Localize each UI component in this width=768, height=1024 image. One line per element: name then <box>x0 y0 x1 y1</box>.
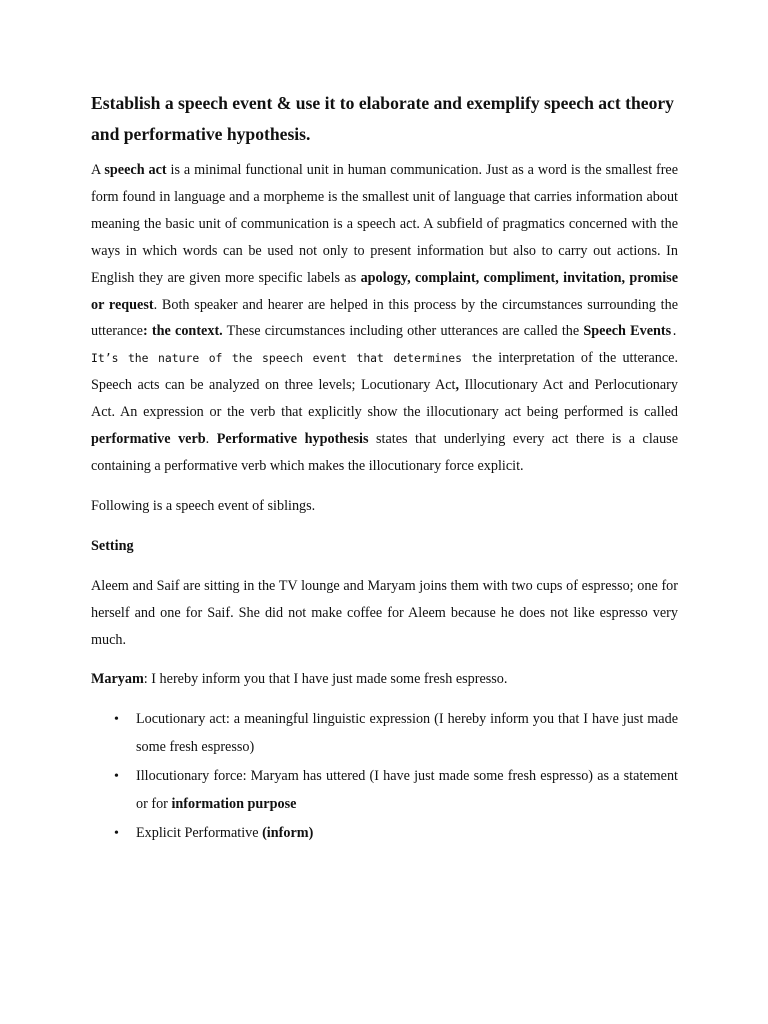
intro-paragraph <box>91 157 678 480</box>
maryam-speaker: Maryam <box>91 671 144 688</box>
intro-bold-labels: apology, complaint, compliment, invitation, promise or request <box>91 269 678 313</box>
bullet-text: Explicit Performative <box>136 825 263 842</box>
intro-bold-context: : the context. <box>142 323 223 340</box>
bullet-dot-icon: • <box>114 712 119 728</box>
intro-text-9: states that underlying every act there is a clause containing a performative verb which makes the illocutionary force explicit. <box>91 431 679 474</box>
bullet-text: Illocutionary force: Maryam has uttered (I have just made some fresh espresso) as a statement or for <box>136 768 678 812</box>
bullet-dot-icon: • <box>114 826 119 842</box>
intro-text-4: These circumstances including other utterances are called the <box>222 323 584 340</box>
intro-text-8: . <box>205 431 217 448</box>
intro-text-5: . It’s the nature of the speech event that determines the <box>91 324 678 366</box>
document-page <box>91 88 678 850</box>
bullet-bold-text: (inform) <box>262 825 314 842</box>
intro-bold-comma: , <box>455 377 460 394</box>
analysis-bullet-list <box>91 706 678 848</box>
intro-text-3: . Both speaker and hearer are helped in this process by the circumstances surrounding the utterance <box>91 296 678 340</box>
intro-bold-speech-act: speech act <box>104 162 167 178</box>
bullet-item-illocutionary <box>91 763 678 818</box>
intro-bold-performative-hypothesis: Performative hypothesis <box>216 431 369 448</box>
bullet-text: Locutionary act: a meaningful linguistic expression (I hereby inform you that I have just made some fresh espresso) <box>136 711 678 755</box>
bullet-dot-icon: • <box>114 769 119 785</box>
following-paragraph: Following is a speech event of siblings. <box>91 497 316 514</box>
bullet-item-locutionary <box>91 706 678 761</box>
intro-text-2: is a minimal functional unit in human communication. Just as a word is the smallest free form found in language and a morpheme is the smallest unit of language that carries information about meaning the basic unit of communication is a speech act. A subfield of pragmatics concerned with the ways in which words can be used not only to present information but also to carry out actions. In English they are given more specific labels as <box>91 162 679 286</box>
intro-text-7: Illocutionary Act and Perlocutionary Act. An expression or the verb that explicitly show the illocutionary act being performed is called <box>91 377 678 421</box>
intro-bold-speech-events: Speech Events <box>583 323 672 340</box>
setting-heading: Setting <box>91 537 134 554</box>
document-title: Establish a speech event & use it to elaborate and exemplify speech act theory and performative hypothesis. <box>91 93 674 144</box>
intro-bold-performative-verb: performative verb <box>91 431 206 448</box>
bullet-item-explicit-performative <box>91 820 678 848</box>
bullet-bold-text: information purpose <box>171 795 297 812</box>
intro-text-1: A <box>91 162 105 178</box>
intro-text-6: interpretation of the utterance. Speech acts can be analyzed on three levels; Locutionary Act <box>91 350 678 394</box>
maryam-utterance <box>91 666 678 693</box>
setting-paragraph: Aleem and Saif are sitting in the TV lounge and Maryam joins them with two cups of espresso; one for herself and one for Saif. She did not make coffee for Aleem because he does not like espresso very much. <box>91 577 678 648</box>
maryam-line: : I hereby inform you that I have just made some fresh espresso. <box>143 671 508 688</box>
